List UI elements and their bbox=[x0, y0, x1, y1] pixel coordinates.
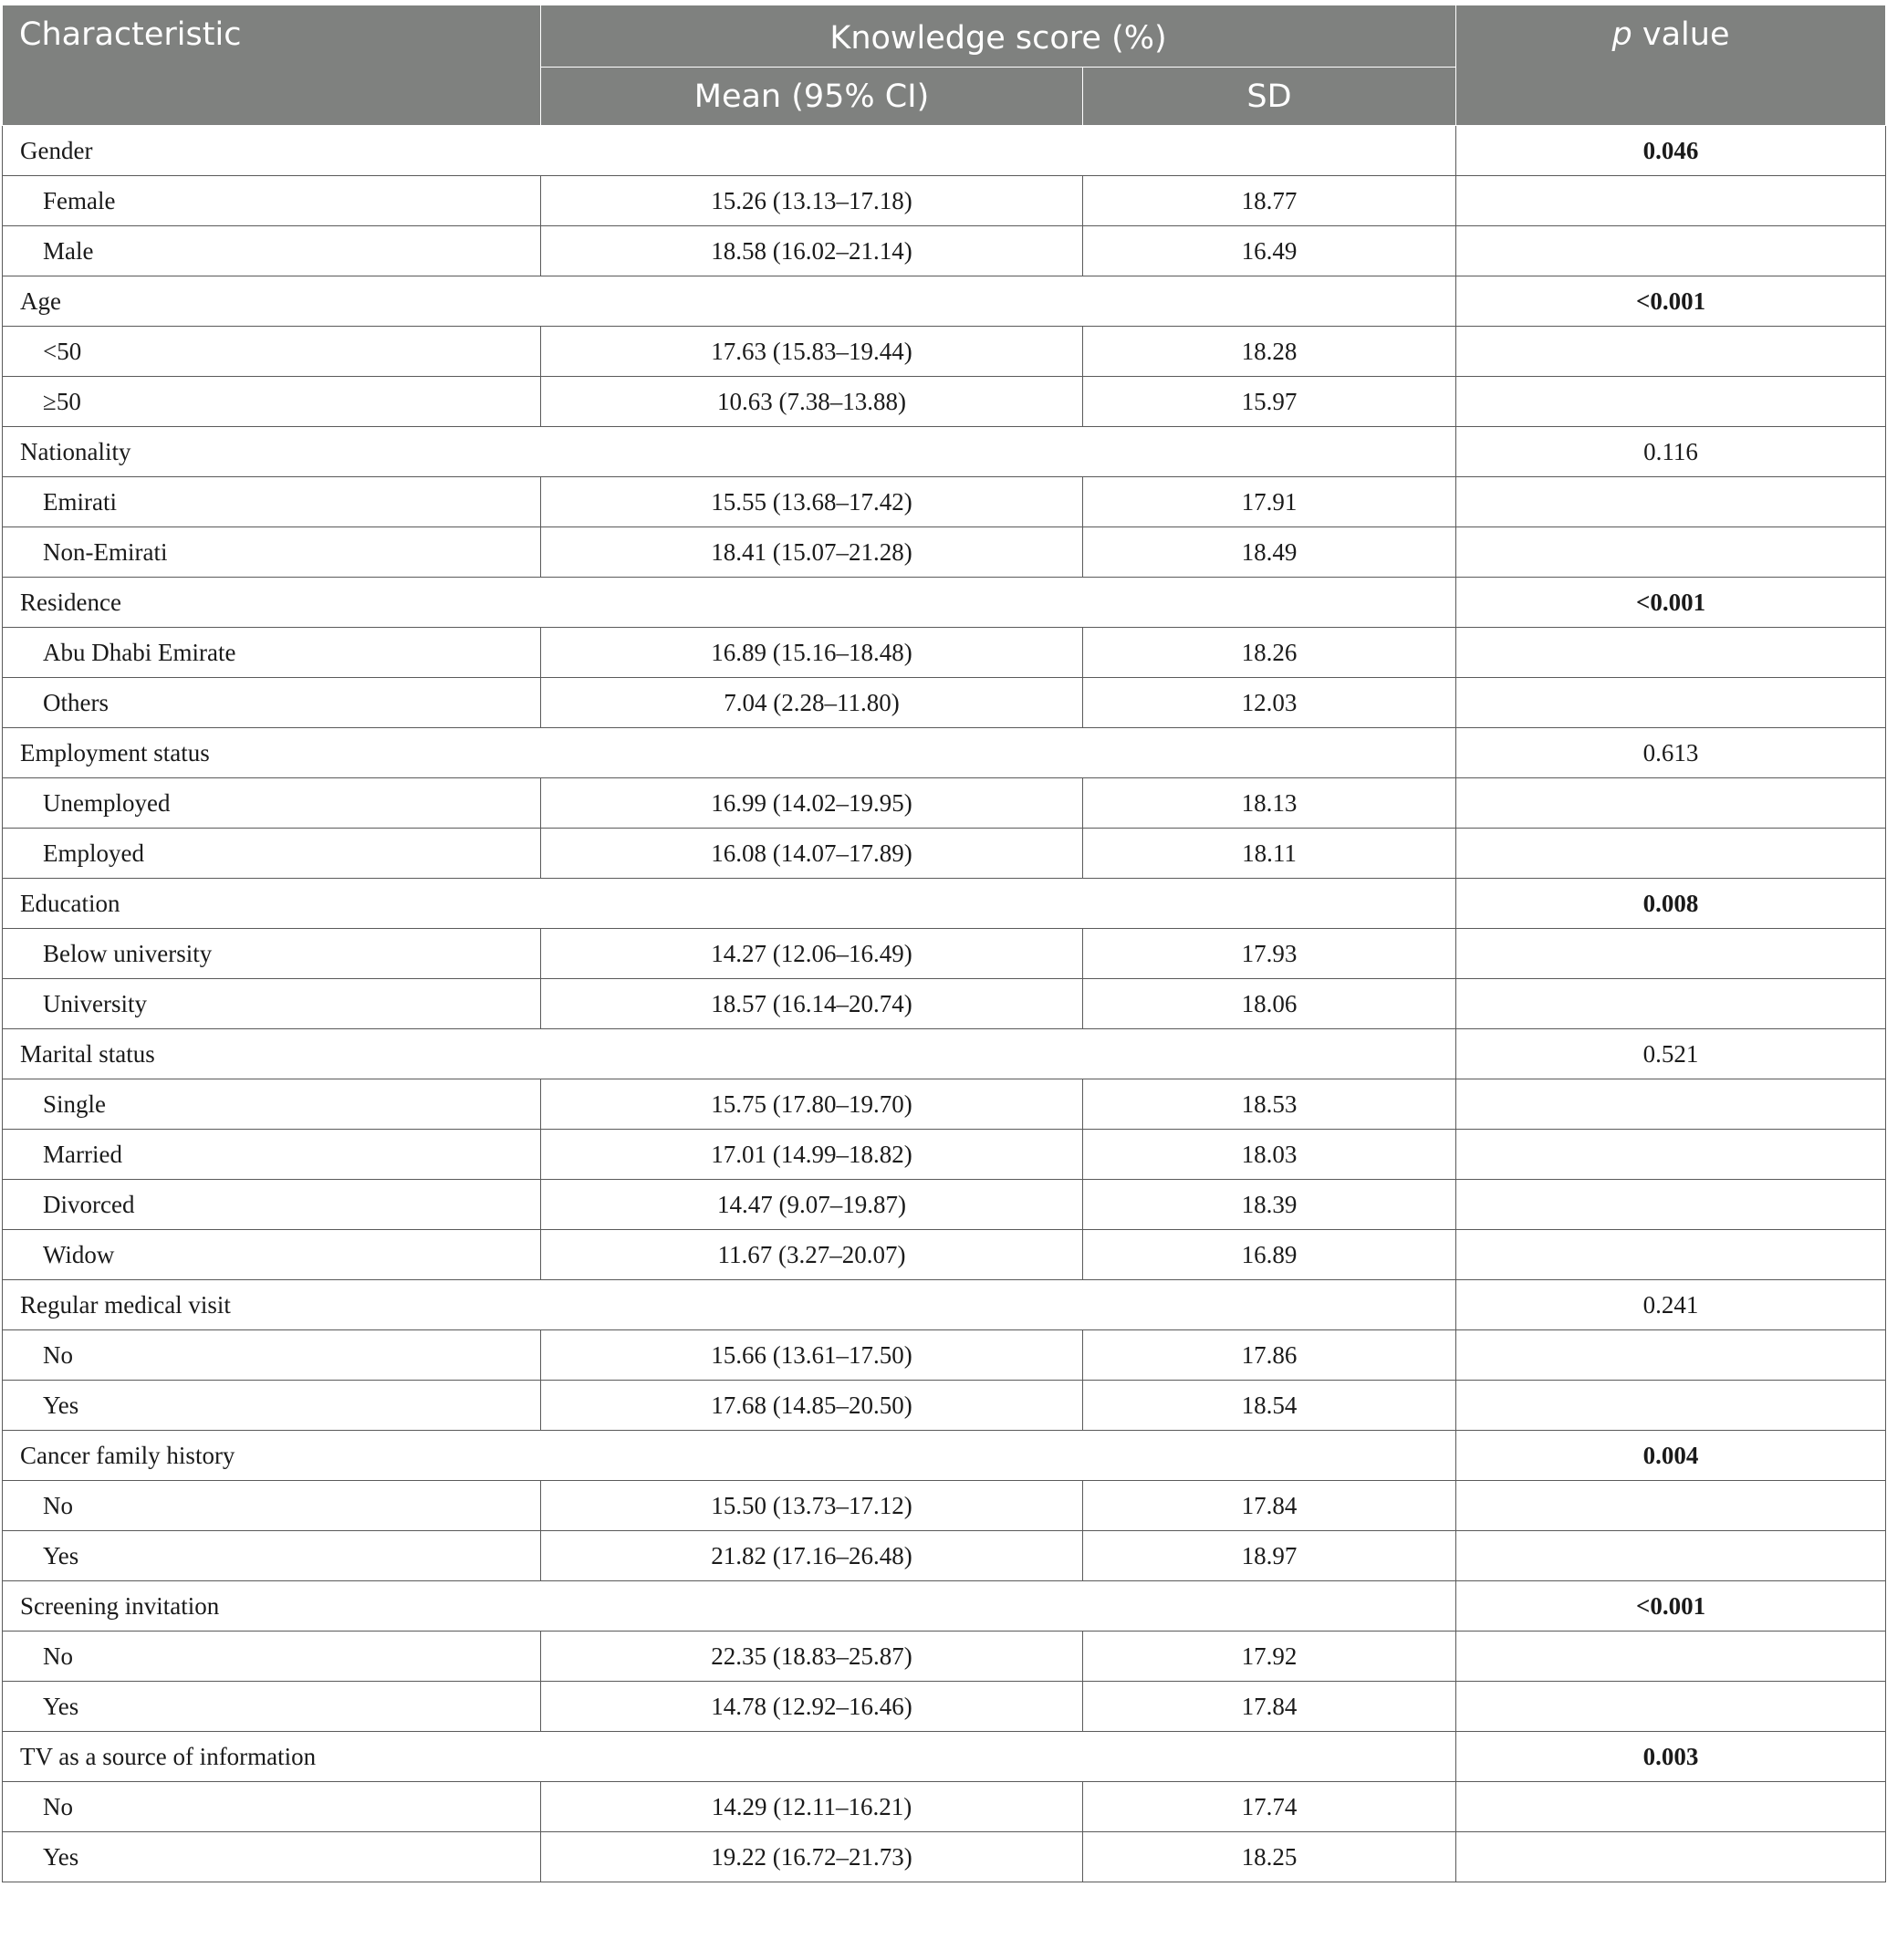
row-label: No bbox=[3, 1481, 541, 1531]
group-label: Regular medical visit bbox=[3, 1280, 1456, 1330]
row-p-value-empty bbox=[1456, 1832, 1886, 1882]
group-label: TV as a source of information bbox=[3, 1732, 1456, 1782]
group-p-value: <0.001 bbox=[1456, 578, 1886, 628]
row-mean-ci: 21.82 (17.16–26.48) bbox=[541, 1531, 1083, 1581]
row-label: Emirati bbox=[3, 477, 541, 527]
table-row bbox=[3, 678, 1886, 728]
table-row bbox=[3, 1230, 1886, 1280]
row-label: No bbox=[3, 1782, 541, 1832]
table-row bbox=[3, 1079, 1886, 1130]
group-p-value: 0.003 bbox=[1456, 1732, 1886, 1782]
row-mean-ci: 15.50 (13.73–17.12) bbox=[541, 1481, 1083, 1531]
group-label: Nationality bbox=[3, 427, 1456, 477]
row-p-value-empty bbox=[1456, 1531, 1886, 1581]
group-p-value: 0.004 bbox=[1456, 1431, 1886, 1481]
group-p-value: <0.001 bbox=[1456, 276, 1886, 327]
group-label: Cancer family history bbox=[3, 1431, 1456, 1481]
row-label: ≥50 bbox=[3, 377, 541, 427]
row-mean-ci: 22.35 (18.83–25.87) bbox=[541, 1632, 1083, 1682]
row-mean-ci: 11.67 (3.27–20.07) bbox=[541, 1230, 1083, 1280]
row-sd: 16.49 bbox=[1083, 226, 1456, 276]
row-sd: 18.13 bbox=[1083, 778, 1456, 829]
row-label: Below university bbox=[3, 929, 541, 979]
table-row bbox=[3, 1531, 1886, 1581]
row-sd: 18.25 bbox=[1083, 1832, 1456, 1882]
row-label: Divorced bbox=[3, 1180, 541, 1230]
table-row bbox=[3, 527, 1886, 578]
row-label: No bbox=[3, 1330, 541, 1381]
row-sd: 18.97 bbox=[1083, 1531, 1456, 1581]
row-label: Widow bbox=[3, 1230, 541, 1280]
table-row bbox=[3, 778, 1886, 829]
table-row bbox=[3, 1832, 1886, 1882]
table-row bbox=[3, 477, 1886, 527]
row-sd: 15.97 bbox=[1083, 377, 1456, 427]
row-p-value-empty bbox=[1456, 1079, 1886, 1130]
table-row bbox=[3, 176, 1886, 226]
group-label: Age bbox=[3, 276, 1456, 327]
row-label: Abu Dhabi Emirate bbox=[3, 628, 541, 678]
row-label: <50 bbox=[3, 327, 541, 377]
row-label: Yes bbox=[3, 1531, 541, 1581]
row-label: University bbox=[3, 979, 541, 1029]
row-sd: 17.86 bbox=[1083, 1330, 1456, 1381]
table-row bbox=[3, 1130, 1886, 1180]
table-body bbox=[3, 126, 1886, 1882]
table-group-row bbox=[3, 728, 1886, 778]
row-sd: 17.91 bbox=[1083, 477, 1456, 527]
row-sd: 18.11 bbox=[1083, 829, 1456, 879]
row-p-value-empty bbox=[1456, 1782, 1886, 1832]
row-p-value-empty bbox=[1456, 1180, 1886, 1230]
row-mean-ci: 16.89 (15.16–18.48) bbox=[541, 628, 1083, 678]
group-label: Gender bbox=[3, 126, 1456, 176]
row-label: Yes bbox=[3, 1832, 541, 1882]
table-row bbox=[3, 226, 1886, 276]
row-p-value-empty bbox=[1456, 1682, 1886, 1732]
row-mean-ci: 18.41 (15.07–21.28) bbox=[541, 527, 1083, 578]
row-sd: 17.84 bbox=[1083, 1481, 1456, 1531]
row-mean-ci: 15.66 (13.61–17.50) bbox=[541, 1330, 1083, 1381]
row-sd: 17.92 bbox=[1083, 1632, 1456, 1682]
group-label: Employment status bbox=[3, 728, 1456, 778]
row-mean-ci: 7.04 (2.28–11.80) bbox=[541, 678, 1083, 728]
row-sd: 18.06 bbox=[1083, 979, 1456, 1029]
group-p-value: 0.116 bbox=[1456, 427, 1886, 477]
row-sd: 16.89 bbox=[1083, 1230, 1456, 1280]
row-p-value-empty bbox=[1456, 377, 1886, 427]
group-p-value: 0.008 bbox=[1456, 879, 1886, 929]
table-row bbox=[3, 1381, 1886, 1431]
row-p-value-empty bbox=[1456, 1230, 1886, 1280]
row-mean-ci: 14.78 (12.92–16.46) bbox=[541, 1682, 1083, 1732]
row-mean-ci: 10.63 (7.38–13.88) bbox=[541, 377, 1083, 427]
table-group-row bbox=[3, 1732, 1886, 1782]
table-group-row bbox=[3, 1581, 1886, 1632]
table-group-row bbox=[3, 1029, 1886, 1079]
header-p-italic: p bbox=[1611, 16, 1632, 53]
row-p-value-empty bbox=[1456, 327, 1886, 377]
table-row bbox=[3, 929, 1886, 979]
table-group-row bbox=[3, 879, 1886, 929]
table-group-row bbox=[3, 276, 1886, 327]
row-mean-ci: 15.55 (13.68–17.42) bbox=[541, 477, 1083, 527]
row-label: No bbox=[3, 1632, 541, 1682]
row-mean-ci: 14.47 (9.07–19.87) bbox=[541, 1180, 1083, 1230]
row-sd: 12.03 bbox=[1083, 678, 1456, 728]
table-row bbox=[3, 377, 1886, 427]
table-row bbox=[3, 1782, 1886, 1832]
row-mean-ci: 17.68 (14.85–20.50) bbox=[541, 1381, 1083, 1431]
row-p-value-empty bbox=[1456, 829, 1886, 879]
row-sd: 18.54 bbox=[1083, 1381, 1456, 1431]
table-row bbox=[3, 1180, 1886, 1230]
header-knowledge-score: Knowledge score (%) bbox=[541, 5, 1456, 68]
table-group-row bbox=[3, 1280, 1886, 1330]
row-sd: 18.28 bbox=[1083, 327, 1456, 377]
row-p-value-empty bbox=[1456, 979, 1886, 1029]
row-p-value-empty bbox=[1456, 527, 1886, 578]
row-label: Non-Emirati bbox=[3, 527, 541, 578]
table-row bbox=[3, 979, 1886, 1029]
row-mean-ci: 18.58 (16.02–21.14) bbox=[541, 226, 1083, 276]
row-p-value-empty bbox=[1456, 1632, 1886, 1682]
group-label: Education bbox=[3, 879, 1456, 929]
row-mean-ci: 17.63 (15.83–19.44) bbox=[541, 327, 1083, 377]
row-mean-ci: 17.01 (14.99–18.82) bbox=[541, 1130, 1083, 1180]
row-sd: 18.26 bbox=[1083, 628, 1456, 678]
table-row bbox=[3, 1682, 1886, 1732]
group-label: Marital status bbox=[3, 1029, 1456, 1079]
table-row bbox=[3, 829, 1886, 879]
row-sd: 18.49 bbox=[1083, 527, 1456, 578]
row-label: Unemployed bbox=[3, 778, 541, 829]
row-p-value-empty bbox=[1456, 226, 1886, 276]
table-row bbox=[3, 1481, 1886, 1531]
group-p-value: 0.241 bbox=[1456, 1280, 1886, 1330]
header-sd: SD bbox=[1083, 68, 1456, 126]
table-row bbox=[3, 628, 1886, 678]
table-row bbox=[3, 327, 1886, 377]
row-p-value-empty bbox=[1456, 628, 1886, 678]
row-mean-ci: 15.75 (17.80–19.70) bbox=[541, 1079, 1083, 1130]
row-p-value-empty bbox=[1456, 1130, 1886, 1180]
header-p-value bbox=[1456, 5, 1886, 126]
row-p-value-empty bbox=[1456, 176, 1886, 226]
row-p-value-empty bbox=[1456, 678, 1886, 728]
table-row bbox=[3, 1632, 1886, 1682]
header-p-rest: value bbox=[1632, 16, 1730, 53]
table-group-row bbox=[3, 126, 1886, 176]
row-sd: 17.93 bbox=[1083, 929, 1456, 979]
row-mean-ci: 15.26 (13.13–17.18) bbox=[541, 176, 1083, 226]
row-p-value-empty bbox=[1456, 778, 1886, 829]
row-mean-ci: 19.22 (16.72–21.73) bbox=[541, 1832, 1083, 1882]
row-p-value-empty bbox=[1456, 929, 1886, 979]
header-characteristic: Characteristic bbox=[3, 5, 541, 126]
group-p-value: 0.521 bbox=[1456, 1029, 1886, 1079]
knowledge-score-table bbox=[2, 5, 1886, 1882]
row-sd: 18.53 bbox=[1083, 1079, 1456, 1130]
row-label: Married bbox=[3, 1130, 541, 1180]
knowledge-score-table-container bbox=[2, 5, 1885, 1882]
row-label: Female bbox=[3, 176, 541, 226]
row-sd: 18.77 bbox=[1083, 176, 1456, 226]
row-label: Yes bbox=[3, 1682, 541, 1732]
header-mean-ci: Mean (95% CI) bbox=[541, 68, 1083, 126]
group-label: Residence bbox=[3, 578, 1456, 628]
row-label: Employed bbox=[3, 829, 541, 879]
row-mean-ci: 16.99 (14.02–19.95) bbox=[541, 778, 1083, 829]
row-p-value-empty bbox=[1456, 1481, 1886, 1531]
row-mean-ci: 14.29 (12.11–16.21) bbox=[541, 1782, 1083, 1832]
row-sd: 17.74 bbox=[1083, 1782, 1456, 1832]
row-sd: 17.84 bbox=[1083, 1682, 1456, 1732]
table-group-row bbox=[3, 578, 1886, 628]
group-label: Screening invitation bbox=[3, 1581, 1456, 1632]
row-mean-ci: 18.57 (16.14–20.74) bbox=[541, 979, 1083, 1029]
row-label: Others bbox=[3, 678, 541, 728]
row-sd: 18.39 bbox=[1083, 1180, 1456, 1230]
row-p-value-empty bbox=[1456, 1381, 1886, 1431]
table-row bbox=[3, 1330, 1886, 1381]
row-label: Male bbox=[3, 226, 541, 276]
row-mean-ci: 16.08 (14.07–17.89) bbox=[541, 829, 1083, 879]
row-p-value-empty bbox=[1456, 477, 1886, 527]
row-label: Single bbox=[3, 1079, 541, 1130]
table-group-row bbox=[3, 427, 1886, 477]
row-p-value-empty bbox=[1456, 1330, 1886, 1381]
group-p-value: 0.613 bbox=[1456, 728, 1886, 778]
row-sd: 18.03 bbox=[1083, 1130, 1456, 1180]
row-mean-ci: 14.27 (12.06–16.49) bbox=[541, 929, 1083, 979]
group-p-value: 0.046 bbox=[1456, 126, 1886, 176]
table-group-row bbox=[3, 1431, 1886, 1481]
row-label: Yes bbox=[3, 1381, 541, 1431]
group-p-value: <0.001 bbox=[1456, 1581, 1886, 1632]
table-header bbox=[3, 5, 1886, 126]
